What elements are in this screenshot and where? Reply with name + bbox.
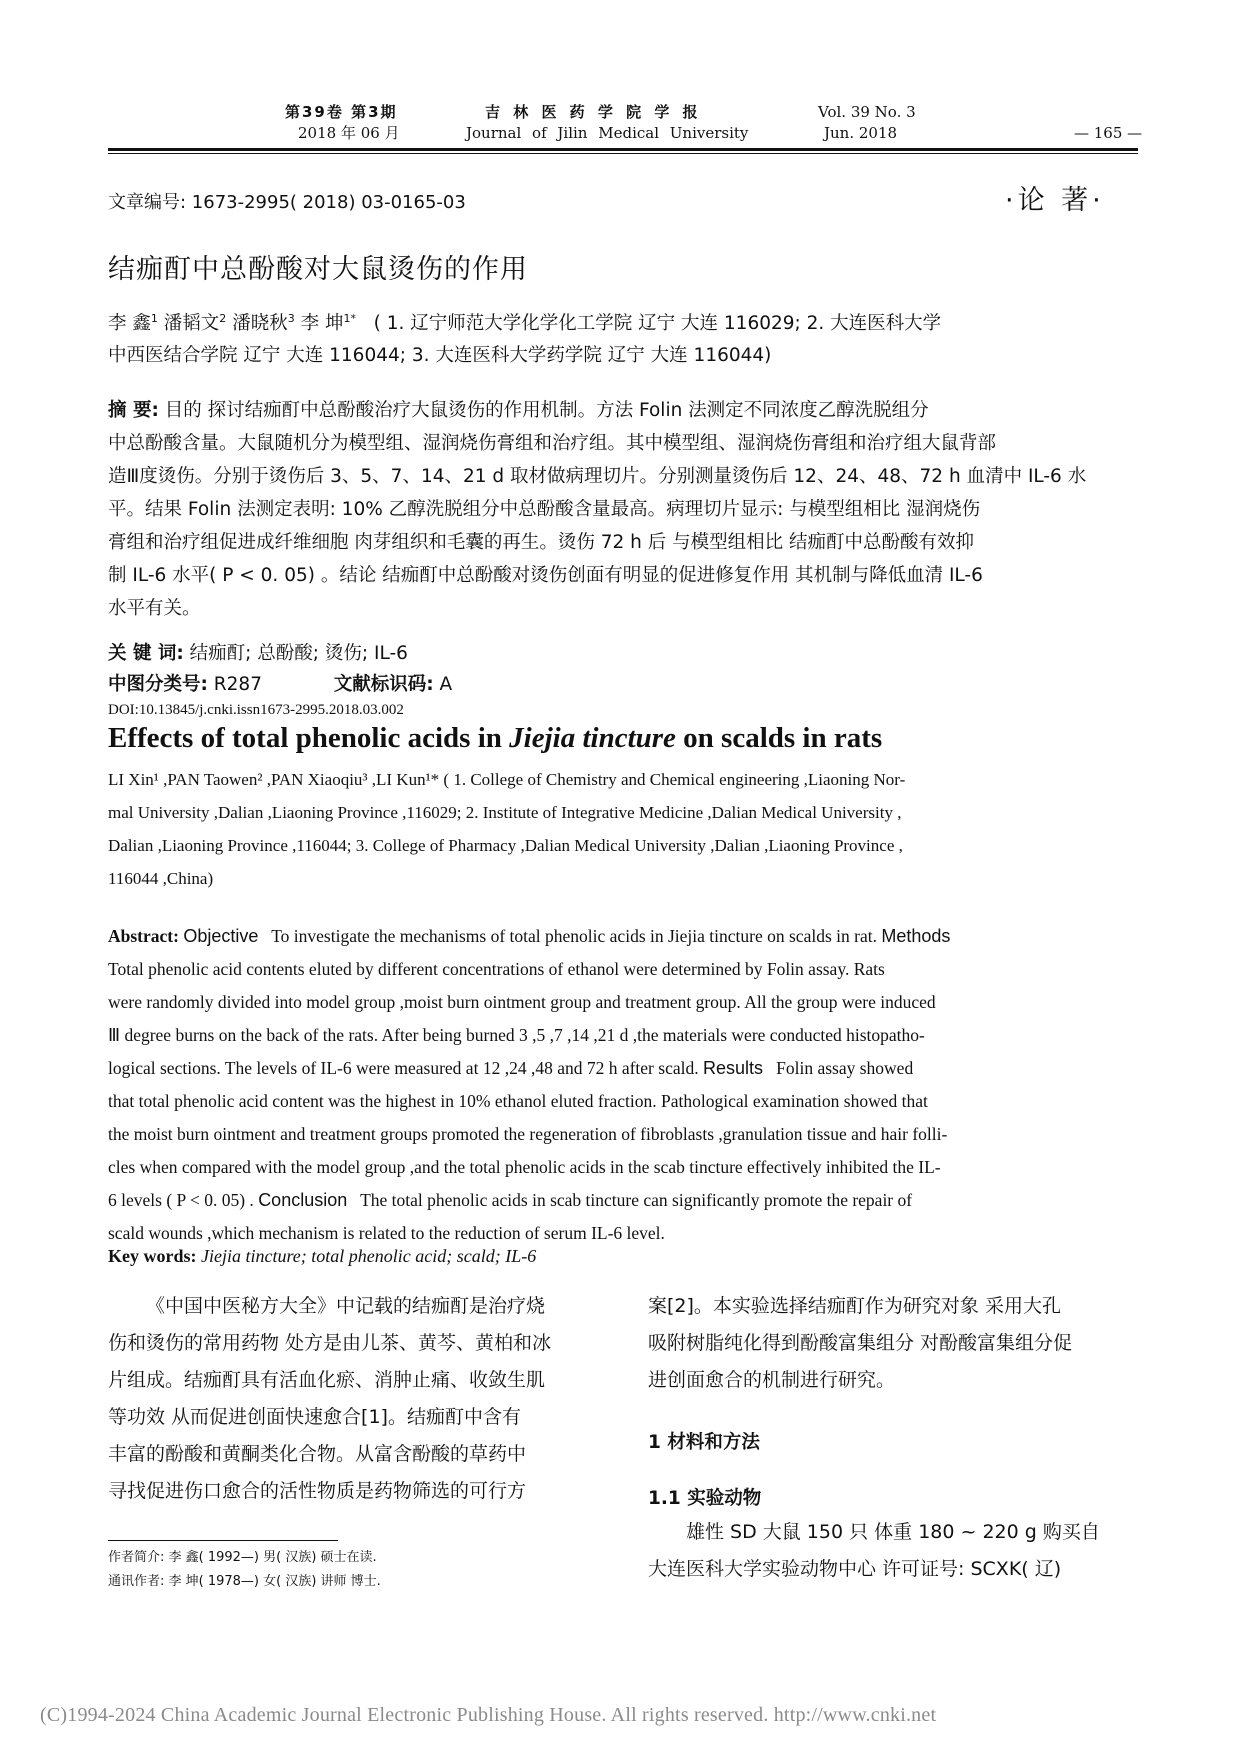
- title-en: Effects of total phenolic acids in Jiejia tincture on scalds in rats: [108, 722, 883, 754]
- clc-number: 中图分类号: R287 文献标识码: A: [108, 674, 453, 695]
- authors-cn: 李 鑫$^1$ 潘韬文$^2$ 潘晓秋$^3$ 李 坤$^{1*}$ ( 1. 辽宁师范大学化学化工学院 辽宁 大连 116029; 2. 大连医科大学: [108, 311, 942, 334]
- article-number: 文章编号: 1673-2995( 2018) 03-0165-03: [108, 192, 466, 213]
- doi: DOI:10.13845/j.cnki.issn1673-2995.2018.03.002: [108, 702, 404, 718]
- title-cn: 结痂酊中总酚酸对大鼠烫伤的作用: [108, 254, 528, 285]
- article-category: ·论 著·: [1005, 185, 1105, 216]
- footnotes: 作者简介: 李 鑫( 1992—) 男( 汉族) 硕士在读. 通讯作者: 李 坤( 1978—) 女( 汉族) 讲师 博士.: [108, 1550, 381, 1589]
- page-number: — 165 —: [1074, 124, 1143, 142]
- affiliation-cn-line2: 中西医结合学院 辽宁 大连 116044; 3. 大连医科大学药学院 辽宁 大连 116044): [108, 345, 772, 366]
- animals-paragraph: 雄性 SD 大鼠 150 只 体重 180 ~ 220 g 购买自 大连医科大学实验动物中心 许可证号: SCXK( 辽): [648, 1521, 1100, 1580]
- keywords-cn: 关 键 词: 结痂酊; 总酚酸; 烫伤; IL-6: [108, 643, 408, 664]
- keywords-en: Key words: Jiejia tincture; total phenolic acid; scald; IL-6: [108, 1246, 537, 1266]
- abstract-cn-label: 摘 要:: [108, 400, 159, 421]
- abstract-cn: 摘 要: 目的 探讨结痂酊中总酚酸治疗大鼠烫伤的作用机制。方法 Folin 法测定不同浓度乙醇洗脱组分 中总酚酸含量。大鼠随机分为模型组、湿润烧伤膏组和治疗组。其中模型组、湿润烧伤膏组和治疗组大鼠背部 造Ⅲ度烫伤。分别于烫伤后 3、5、7、14、21 d 取材做病理切片。分别测量烫伤后 12、24、48、72 h 血清中 IL-6 水 平。结果 Folin 法测定表明: 10% 乙醇洗脱组分中总酚酸含量最高。病理切片显示: 与模型组相比 湿润烧伤 膏组和治疗组促进成纤维细胞 肉芽组织和毛囊的再生。烫伤 72 h 后 与模型组相比 结痂酊中总酚酸有效抑 制 IL-6 水平( P < 0. 05) 。结论 结痂酊中总酚酸对烫伤创面有明显的促进修复作用 其机制与降低血清 IL-6 水平有关。: [108, 400, 1087, 619]
- date-en: Jun. 2018: [824, 124, 898, 142]
- abstract-en: Abstract: Objective To investigate the mechanisms of total phenolic acids in Jiejia tincture on scalds in rat. Methods Total phenolic acid contents eluted by different concentrations of ethanol were determined by Folin assay. Rats were randomly divided into model group ,moist burn ointment group and treatment group. All the group were induced Ⅲ degree burns on the back of the rats. After being burned 3 ,5 ,7 ,14 ,21 d ,the materials were conducted histopatho- logical sections. The levels of IL-6 were measured at 12 ,24 ,48 and 72 h after scald. Results Folin assay showed that total phenolic acid content was the highest in 10% ethanol eluted fraction. Pathological examination showed that the moist burn ointment and treatment groups promoted the regeneration of fibroblasts ,granulation tissue and hair folli- cles when compared with the model group ,and the total phenolic acids in the scab tincture effectively inhibited the IL- 6 levels ( P < 0. 05) . Conclusion The total phenolic acids in scab tincture can significantly promote the repair of scald wounds ,which mechanism is related to the reduction of serum IL-6 level.: [108, 926, 951, 1243]
- volume-issue-en: Vol. 39 No. 3: [818, 103, 916, 121]
- intro-right-column: 案[2]。本实验选择结痂酊作为研究对象 采用大孔 吸附树脂纯化得到酚酸富集组分 对酚酸富集组分促 进创面愈合的机制进行研究。: [648, 1295, 1073, 1391]
- section-heading-1-1: 1.1 实验动物: [648, 1488, 762, 1509]
- footnote-rule: [108, 1540, 338, 1541]
- journal-name-en: Journal of Jilin Medical University: [466, 124, 749, 142]
- section-heading-1: 1 材料和方法: [648, 1432, 760, 1453]
- authors-en: LI Xin¹ ,PAN Taowen² ,PAN Xiaoqiu³ ,LI Kun¹* ( 1. College of Chemistry and Chemical engineering ,Liaoning Nor- mal University ,Dalian ,Liaoning Province ,116029; 2. Institute of Integrative Medicine ,Dalian Medical University , Dalian ,Liaoning Province ,116044; 3. College of Pharmacy ,Dalian Medical University ,Dalian ,Liaoning Province , 116044 ,China): [108, 770, 906, 888]
- journal-name-cn: 吉 林 医 药 学 院 学 报: [485, 103, 702, 121]
- date-cn: 2018 年 06 月: [298, 124, 400, 142]
- header-rule-thin: [108, 153, 1138, 154]
- header-rule: [108, 148, 1138, 151]
- volume-issue-cn: 第39卷 第3期: [285, 103, 398, 121]
- copyright-notice: (C)1994-2024 China Academic Journal Electronic Publishing House. All rights reserved. http://www.cnki.net: [40, 1704, 937, 1726]
- intro-left-column: 《中国中医秘方大全》中记载的结痂酊是治疗烧 伤和烫伤的常用药物 处方是由儿茶、黄芩、黄柏和冰 片组成。结痂酊具有活血化瘀、消肿止痛、收敛生肌 等功效 从而促进创面快速愈合[1]。结痂酊中含有 丰富的酚酸和黄酮类化合物。从富含酚酸的草药中 寻找促进伤口愈合的活性物质是药物筛选的可行方: [108, 1295, 552, 1502]
